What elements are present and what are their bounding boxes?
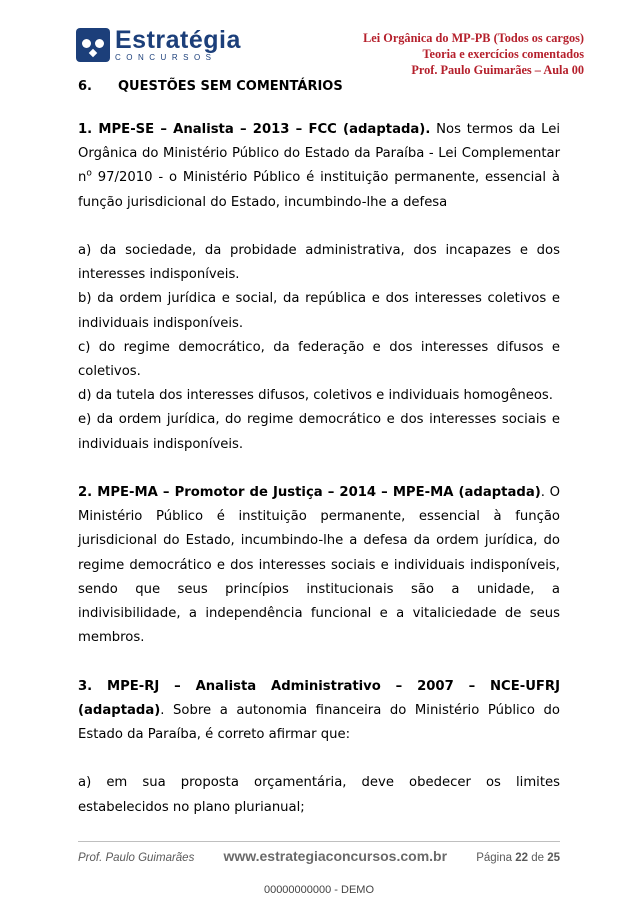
page-label: Página <box>476 852 512 864</box>
question-1-option-b: b) da ordem jurídica e social, da república e dos interesses coletivos e individuais indisponíveis. <box>78 291 560 331</box>
question-2-title: 2. MPE-MA – Promotor de Justiça – 2014 – MPE-MA (adaptada) <box>78 485 541 501</box>
header-course-subtitle: Teoria e exercícios comentados <box>422 47 584 61</box>
page-body <box>78 118 560 820</box>
page-of: de <box>531 852 544 864</box>
estrategia-logo <box>76 28 241 62</box>
ordinal-superscript: o <box>86 169 92 180</box>
running-header <box>363 30 584 78</box>
question-2-text: . O Ministério Público é instituição permanente, essencial à função jurisdicional do Estado, incumbindo-lhe a defesa da ordem jurídica, do regime democrático e dos interesses sociais e individuais indisponíveis, sendo que seus princípios institucionais são a unidade, a indivisibilidade, a independência funcional e a vitaliciedade de seus membros. <box>78 485 561 646</box>
footer-website-link[interactable]: www.estrategiaconcursos.com.br <box>223 848 448 864</box>
question-2-stem <box>78 481 560 650</box>
footer-divider <box>78 841 560 842</box>
header-course-title: Lei Orgânica do MP-PB (Todos os cargos) <box>363 31 584 45</box>
question-1-text: Nos termos da Lei Orgânica do Ministério Público do Estado da Paraíba - Lei Complementar n <box>78 122 560 186</box>
demo-watermark: 00000000000 - DEMO <box>263 884 375 896</box>
question-1-stem <box>78 118 560 215</box>
section-title: QUESTÕES SEM COMENTÁRIOS <box>118 79 343 94</box>
question-3-option-a: a) em sua proposta orçamentária, deve obedecer os limites estabelecidos no plano plurianual; <box>78 775 560 815</box>
question-3-title: 3. MPE-RJ – Analista Administrativo – 2007 – NCE-UFRJ (adaptada) <box>78 678 560 718</box>
question-1-text-cont: 97/2010 - o Ministério Público é instituição permanente, essencial à função jurisdicional do Estado, incumbindo-lhe a defesa <box>78 170 560 210</box>
question-1-option-d: d) da tutela dos interesses difusos, coletivos e individuais homogêneos. <box>78 388 553 404</box>
logo-subtitle: CONCURSOS <box>115 53 217 62</box>
footer-page-number <box>476 852 560 864</box>
question-1-option-c: c) do regime democrático, da federação e dos interesses difusos e coletivos. <box>78 339 560 380</box>
page-total: 25 <box>547 852 560 864</box>
owl-logo-icon <box>76 28 110 62</box>
header-lesson: Prof. Paulo Guimarães – Aula 00 <box>411 63 584 77</box>
page-current: 22 <box>515 852 528 864</box>
question-1-option-e: e) da ordem jurídica, do regime democrático e dos interesses sociais e individuais indisponíveis. <box>78 412 560 452</box>
question-1-option-a: a) da sociedade, da probidade administrativa, dos incapazes e dos interesses indisponíveis. <box>78 243 560 283</box>
question-1-title: 1. MPE-SE – Analista – 2013 – FCC (adaptada). <box>78 122 431 137</box>
section-heading <box>78 79 343 94</box>
page-footer <box>78 848 560 864</box>
question-3-stem <box>78 675 560 748</box>
section-number: 6. <box>78 79 92 94</box>
logo-name: Estratégia <box>115 26 241 54</box>
footer-author: Prof. Paulo Guimarães <box>78 852 195 864</box>
question-3-text: . Sobre a autonomia financeira do Ministério Público do Estado da Paraíba, é correto afirmar que: <box>78 702 560 743</box>
